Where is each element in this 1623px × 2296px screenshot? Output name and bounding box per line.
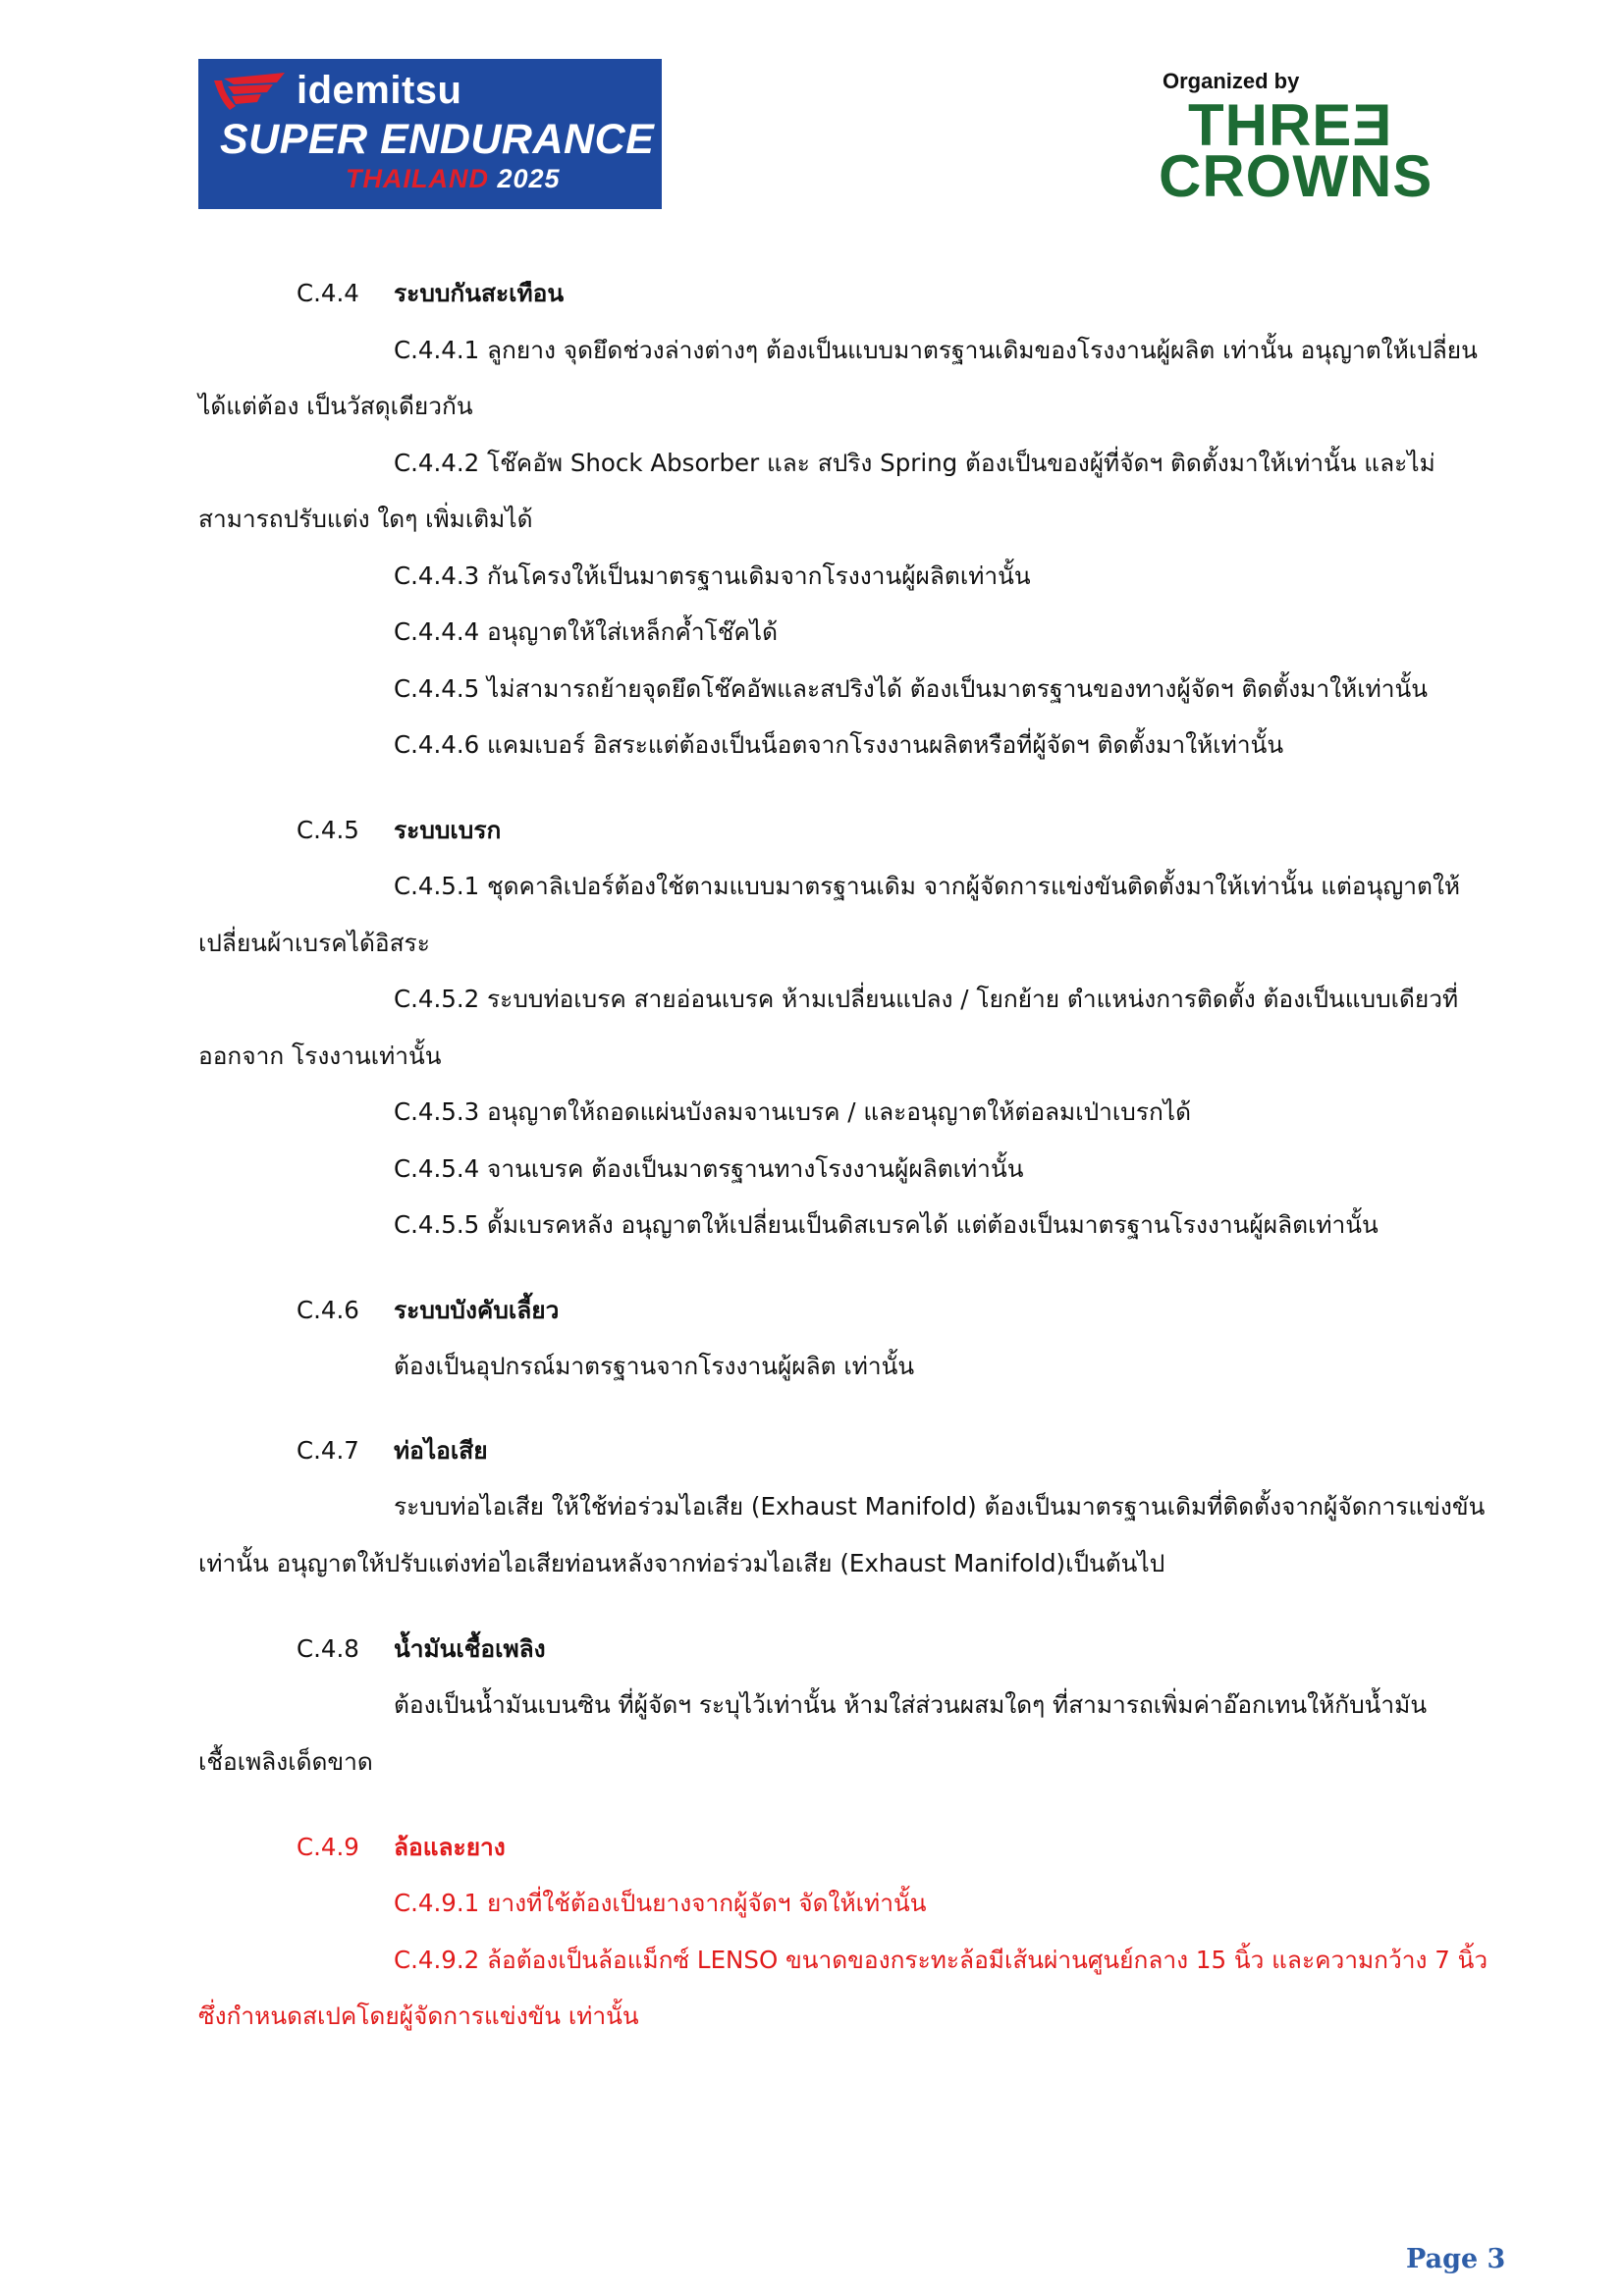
clause-line: C.4.5.3 อนุญาตให้ถอดแผ่นบังลมจานเบรค / และอนุญาตให้ต่อลมเป่าเบรกได้ [394,1097,1192,1126]
clause-line: C.4.4.1 ลูกยาง จุดยึดช่วงล่างต่างๆ ต้องเป็นแบบมาตรฐานเดิมของโรงงานผู้ผลิต เท่านั้น อนุญาตให้เปลี่ยน [394,336,1478,364]
idemitsu-wing-icon [212,73,291,112]
clause-line: ซึ่งกำหนดสเปคโดยผู้จัดการแข่งขัน เท่านั้น [198,2002,639,2030]
event-year: 2025 [497,164,561,193]
organizer-wordmark-line2: CROWNS [1159,143,1434,209]
clause-line: C.4.5.5 ดั้มเบรคหลัง อนุญาตให้เปลี่ยนเป็นดิสเบรคได้ แต่ต้องเป็นมาตรฐานโรงงานผู้ผลิตเท่านั้น [394,1210,1379,1239]
clause-line: เชื้อเพลิงเด็ดขาด [198,1747,373,1776]
page-number: Page 3 [1406,2244,1506,2274]
event-name: SUPER ENDURANCE [220,116,655,163]
organizer-wordmark-line1: THREƎ [1188,92,1393,158]
event-logo [198,59,662,209]
clause-line: เท่านั้น อนุญาตให้ปรับแต่งท่อไอเสียท่อนหลังจากท่อร่วมไอเสีย (Exhaust Manifold)เป็นต้นไป [198,1549,1165,1577]
section-heading-c44 [297,277,886,310]
section-number: C.4.7 [297,1436,359,1465]
section-heading-c46 [297,1294,886,1327]
section-title: น้ำมันเชื้อเพลิง [394,1634,546,1663]
event-edition [346,164,561,194]
section-number: C.4.8 [297,1634,359,1663]
clause-line: C.4.9.1 ยางที่ใช้ต้องเป็นยางจากผู้จัดฯ จัดให้เท่านั้น [394,1889,927,1917]
clause-line: ระบบท่อไอเสีย ให้ใช้ท่อร่วมไอเสีย (Exhaust Manifold) ต้องเป็นมาตรฐานเดิมที่ติดตั้งจากผู้จัดการแข่งขัน [394,1492,1486,1521]
clause-line: ออกจาก โรงงานเท่านั้น [198,1041,442,1070]
section-title: ท่อไอเสีย [394,1436,488,1465]
organizer-logo [1149,69,1443,216]
section-title: ระบบกันสะเทือน [394,279,565,307]
clause-line: เปลี่ยนผ้าเบรคได้อิสระ [198,929,430,957]
clause-line: C.4.4.5 ไม่สามารถย้ายจุดยึดโช๊คอัพและสปริงได้ ต้องเป็นมาตรฐานของทางผู้จัดฯ ติดตั้งมาให้เท่านั้น [394,674,1428,703]
section-number: C.4.4 [297,279,359,307]
section-title: ล้อและยาง [394,1833,506,1861]
section-heading-c49 [297,1831,886,1864]
clause-line: C.4.4.4 อนุญาตให้ใส่เหล็กค้ำโช๊คได้ [394,617,778,646]
clause-line: C.4.9.2 ล้อต้องเป็นล้อแม็กซ์ LENSO ขนาดของกระทะล้อมีเส้นผ่านศูนย์กลาง 15 นิ้ว และความกว้าง 7 นิ้ว [394,1946,1488,1974]
section-title: ระบบเบรก [394,816,502,844]
clause-line: สามารถปรับแต่ง ใดๆ เพิ่มเติมได้ [198,505,533,533]
section-number: C.4.5 [297,816,359,844]
brand-name: idemitsu [297,69,462,112]
clause-line: ได้แต่ต้อง เป็นวัสดุเดียวกัน [198,392,473,420]
clause-line: C.4.5.1 ชุดคาลิเปอร์ต้องใช้ตามแบบมาตรฐานเดิม จากผู้จัดการแข่งขันติดตั้งมาให้เท่านั้น แต่อนุญาตให้ [394,872,1461,900]
clause-line: ต้องเป็นน้ำมันเบนซิน ที่ผู้จัดฯ ระบุไว้เท่านั้น ห้ามใส่ส่วนผสมใดๆ ที่สามารถเพิ่มค่าอ๊อกเทนให้กับน้ำมัน [394,1690,1428,1719]
event-country: THAILAND [346,164,489,193]
section-heading-c45 [297,814,886,847]
section-title: ระบบบังคับเลี้ยว [394,1296,560,1324]
clause-line: C.4.4.2 โช๊คอัพ Shock Absorber และ สปริง Spring ต้องเป็นของผู้ที่จัดฯ ติดตั้งมาให้เท่านั้น และไม่ [394,449,1435,477]
clause-line: C.4.4.3 กันโครงให้เป็นมาตรฐานเดิมจากโรงงานผู้ผลิตเท่านั้น [394,561,1031,590]
section-number: C.4.6 [297,1296,359,1324]
section-number: C.4.9 [297,1833,359,1861]
section-heading-c48 [297,1632,886,1666]
organizer-caption: Organized by [1163,69,1300,93]
clause-line: C.4.5.4 จานเบรค ต้องเป็นมาตรฐานทางโรงงานผู้ผลิตเท่านั้น [394,1154,1024,1183]
section-heading-c47 [297,1434,886,1468]
clause-line: C.4.5.2 ระบบท่อเบรค สายอ่อนเบรค ห้ามเปลี่ยนแปลง / โยกย้าย ตำแหน่งการติดตั้ง ต้องเป็นแบบเดียวที่ [394,985,1459,1013]
clause-line: ต้องเป็นอุปกรณ์มาตรฐานจากโรงงานผู้ผลิต เท่านั้น [394,1352,915,1380]
clause-line: C.4.4.6 แคมเบอร์ อิสระแต่ต้องเป็นน็อตจากโรงงานผลิตหรือที่ผู้จัดฯ ติดตั้งมาให้เท่านั้น [394,730,1284,759]
